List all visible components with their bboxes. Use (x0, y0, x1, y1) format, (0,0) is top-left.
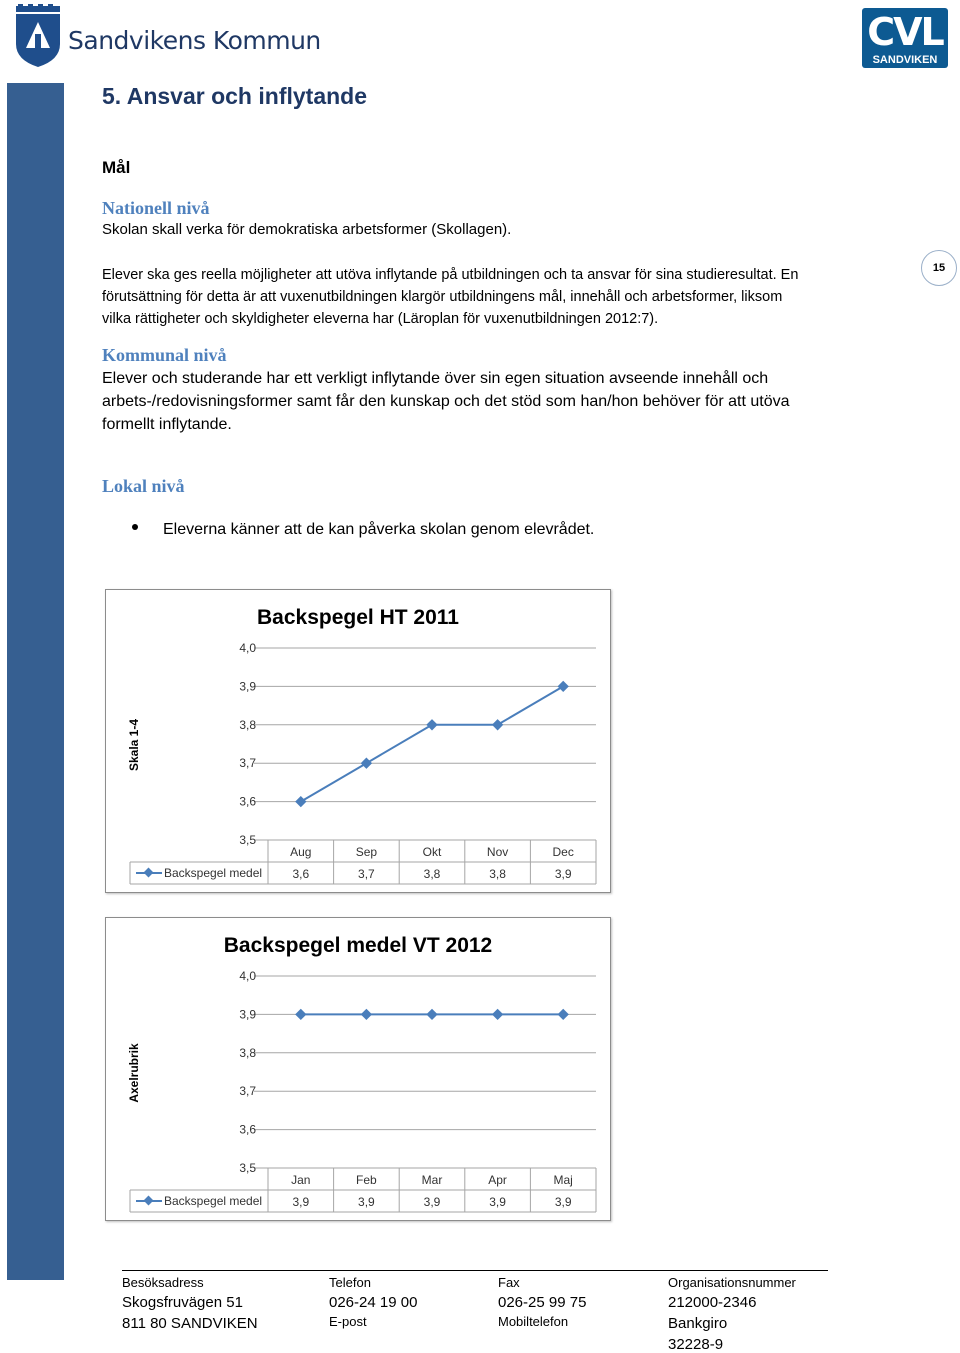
series-line (301, 686, 563, 801)
goal-heading: Mål (102, 158, 131, 177)
x-category-label: Maj (553, 1173, 573, 1187)
data-value-label: 3,9 (554, 867, 572, 881)
x-category-label: Nov (486, 845, 509, 859)
data-value-label: 3,9 (554, 1195, 572, 1209)
footer-orgnr: 212000-2346 (668, 1294, 757, 1311)
bullet-item: Eleverna känner att de kan påverka skolan genom elevrådet. (163, 521, 595, 538)
y-tick-label: 3,8 (239, 717, 256, 732)
chart-title: Backspegel HT 2011 (257, 606, 459, 629)
chart-svg (106, 918, 610, 1220)
footer-label-orgnr: Organisationsnummer (668, 1275, 796, 1290)
y-tick-label: 3,6 (239, 794, 256, 809)
page-number-badge: 15 (921, 250, 957, 286)
chart-svg (106, 590, 610, 892)
municipality-name: Sandvikens Kommun (68, 26, 321, 55)
paragraph-line: formellt inflytande. (102, 416, 232, 433)
footer-label-email: E-post (329, 1314, 367, 1329)
x-category-label: Sep (355, 845, 378, 859)
paragraph-line: arbets-/redovisningsformer samt får den kunskap och det stöd som han/hon behöver för att utöva (102, 393, 790, 410)
y-tick-label: 3,7 (239, 1084, 256, 1099)
x-category-label: Feb (356, 1173, 377, 1187)
data-value-label: 3,8 (489, 867, 506, 881)
y-tick-label: 4,0 (239, 969, 256, 983)
legend-marker (144, 868, 154, 878)
x-category-label: Dec (552, 845, 574, 859)
data-point (295, 1009, 306, 1020)
data-value-label: 3,9 (358, 1195, 375, 1209)
y-axis-label: Skala 1-4 (127, 718, 141, 772)
national-line: Skolan skall verka för demokratiska arbetsformer (Skollagen). (102, 221, 512, 238)
footer (122, 1270, 828, 1353)
footer-phone: 026-24 19 00 (329, 1294, 418, 1311)
data-value-label: 3,9 (423, 1195, 441, 1209)
bullet-dot (132, 524, 138, 530)
data-point (361, 758, 372, 769)
x-category-label: Okt (422, 845, 442, 859)
data-value-label: 3,9 (489, 1195, 506, 1209)
municipal-paragraph (102, 367, 789, 436)
x-category-label: Aug (290, 845, 312, 859)
footer-label-address: Besöksadress (122, 1275, 204, 1290)
data-point (558, 681, 569, 692)
cvl-logo (862, 8, 948, 68)
paragraph-line: Elever och studerande har ett verkligt inflytande över sin egen situation avseende innehåll och (102, 370, 769, 387)
chart-backspegel-ht2011 (105, 589, 611, 893)
y-tick-label: 3,8 (239, 1045, 256, 1060)
footer-label-phone: Telefon (329, 1275, 371, 1290)
local-level-heading: Lokal nivå (102, 476, 185, 496)
cvl-logo-text: CVL (867, 10, 943, 54)
y-tick-label: 3,7 (239, 756, 256, 771)
y-tick-label: 3,5 (239, 1161, 256, 1175)
paragraph-line: förutsättning för detta är att vuxenutbildningen klargör utbildningens mål, innehåll och arbetsformer, liksom (102, 289, 783, 305)
data-point (426, 719, 437, 730)
data-value-label: 3,9 (292, 1195, 310, 1209)
legend-marker (144, 1196, 154, 1206)
data-value-label: 3,6 (292, 867, 310, 881)
data-value-label: 3,8 (423, 867, 441, 881)
national-paragraph (102, 264, 798, 330)
chart-backspegel-vt2012 (105, 917, 611, 1221)
chart-title: Backspegel medel VT 2012 (223, 934, 493, 957)
footer-label-mobile: Mobiltelefon (498, 1314, 569, 1329)
footer-address-street: Skogsfruvägen 51 (122, 1294, 243, 1311)
data-point (492, 1009, 503, 1020)
y-tick-label: 3,9 (239, 1007, 256, 1022)
footer-address-city: 811 80 SANDVIKEN (122, 1315, 258, 1332)
municipal-level-heading: Kommunal nivå (102, 345, 227, 365)
legend-label: Backspegel medel (164, 1194, 263, 1208)
legend-label: Backspegel medel (164, 866, 263, 880)
footer-bankgiro: 32228-9 (668, 1336, 724, 1353)
y-axis-label: Axelrubrik (127, 1043, 141, 1103)
y-tick-label: 3,9 (239, 679, 256, 694)
footer-label-bankgiro: Bankgiro (668, 1315, 728, 1332)
data-point (492, 719, 503, 730)
footer-fax: 026-25 99 75 (498, 1294, 587, 1311)
municipality-crest-logo (14, 4, 62, 68)
x-category-label: Jan (291, 1173, 311, 1187)
y-tick-label: 4,0 (239, 641, 256, 655)
left-sidebar-band (7, 83, 64, 1280)
section-title: 5. Ansvar och inflytande (102, 83, 367, 109)
data-point (295, 796, 306, 807)
data-value-label: 3,7 (358, 867, 375, 881)
cvl-logo-subtext: SANDVIKEN (872, 54, 938, 66)
footer-label-fax: Fax (498, 1275, 520, 1290)
y-tick-label: 3,5 (239, 833, 256, 847)
data-point (426, 1009, 437, 1020)
data-point (361, 1009, 372, 1020)
paragraph-line: vilka rättigheter och skyldigheter eleverna har (Läroplan för vuxenutbildningen 2012:7). (102, 311, 659, 327)
x-category-label: Mar (421, 1173, 443, 1187)
data-point (558, 1009, 569, 1020)
x-category-label: Apr (488, 1173, 507, 1187)
national-level-heading: Nationell nivå (102, 198, 210, 218)
paragraph-line: Elever ska ges reella möjligheter att utöva inflytande på utbildningen och ta ansvar för sina studieresultat. En (102, 267, 799, 283)
y-tick-label: 3,6 (239, 1122, 256, 1137)
